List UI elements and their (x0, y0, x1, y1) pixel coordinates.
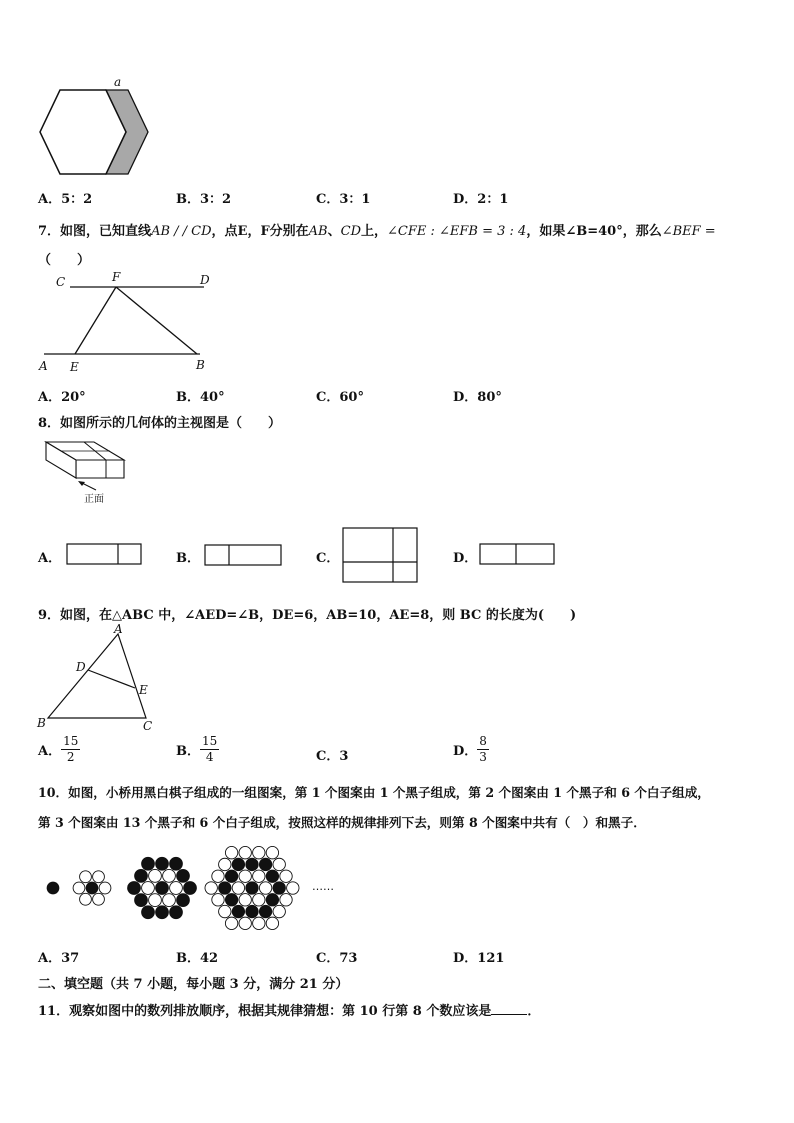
white-piece (225, 917, 237, 929)
q6-option-a[interactable]: A．5：2 (38, 192, 93, 207)
q10-option-b[interactable]: B．42 (176, 951, 219, 966)
black-piece (177, 869, 190, 882)
white-piece (73, 882, 85, 894)
white-piece (80, 871, 92, 883)
q8-question: 8．如图所示的几何体的主视图是（ ） (38, 416, 282, 431)
black-piece (156, 857, 169, 870)
q8-option-d[interactable]: D． (453, 551, 478, 566)
white-piece (219, 905, 231, 917)
q7-option-b[interactable]: B．40° (176, 390, 225, 405)
black-piece (170, 906, 183, 919)
black-piece (184, 882, 197, 895)
black-piece (156, 882, 169, 895)
ellipsis: …… (312, 880, 334, 893)
q7-option-a[interactable]: A．20° (38, 390, 86, 405)
black-piece (128, 882, 141, 895)
q10-option-d[interactable]: D．121 (453, 951, 505, 966)
white-piece (93, 893, 105, 905)
white-piece (232, 882, 244, 894)
white-piece (239, 894, 251, 906)
front-label: 正面 (84, 494, 104, 505)
label-b: B (37, 716, 46, 730)
white-piece (93, 871, 105, 883)
white-piece (253, 894, 265, 906)
white-piece (142, 882, 155, 895)
q8-option-a[interactable]: A． (38, 551, 62, 566)
label-d: D (76, 660, 86, 674)
pattern-3 (128, 857, 197, 918)
white-piece (273, 905, 285, 917)
answer-blank[interactable] (491, 1002, 527, 1015)
pattern-1 (47, 882, 59, 894)
white-piece (266, 846, 278, 858)
white-piece (212, 870, 224, 882)
q6-hexagon-figure (36, 76, 156, 178)
q9-option-d[interactable]: D． $\frac{8}{3}$ (453, 734, 487, 764)
q7-option-d[interactable]: D．80° (453, 390, 502, 405)
white-piece (225, 846, 237, 858)
label-f: F (112, 270, 121, 284)
q7-question: 7．如图，已知直线AB / / CD，点E，F分别在AB、CD上，∠CFE : ∠EFB = 3 : 4，如果∠B=40°，那么∠BEF = (38, 224, 716, 239)
white-piece (280, 870, 292, 882)
black-piece (246, 858, 258, 870)
q8-option-c-figure[interactable] (342, 527, 420, 585)
q8-option-a-figure[interactable] (66, 543, 144, 567)
black-piece (232, 905, 244, 917)
white-piece (205, 882, 217, 894)
label-d: D (200, 273, 210, 287)
segment-fb (116, 287, 197, 354)
q8-option-b-figure[interactable] (204, 544, 284, 568)
q9-option-c[interactable]: C．3 (316, 749, 349, 764)
label-c: C (143, 719, 153, 733)
white-piece (80, 893, 92, 905)
segment-de (88, 670, 135, 688)
segment-fe (75, 287, 116, 354)
black-piece (156, 906, 169, 919)
label-c: C (56, 275, 66, 289)
black-piece (135, 869, 148, 882)
label-b: B (196, 358, 205, 372)
q10-chess-patterns (40, 842, 340, 934)
white-piece (253, 846, 265, 858)
pattern-4 (205, 846, 299, 929)
q11-question: 11．观察如图中的数列排放顺序，根据其规律猜想：第 10 行第 8 个数应该是 ． (38, 1004, 541, 1019)
q9-option-b[interactable]: B． $\frac{15}{4}$ (176, 734, 218, 764)
black-piece (232, 858, 244, 870)
label-e: E (139, 683, 148, 697)
white-piece (239, 870, 251, 882)
q10-option-a[interactable]: A．37 (38, 951, 80, 966)
white-piece (253, 917, 265, 929)
white-piece (253, 870, 265, 882)
black-piece (266, 894, 278, 906)
white-piece (239, 846, 251, 858)
black-piece (273, 882, 285, 894)
white-piece (163, 894, 176, 907)
white-piece (149, 894, 162, 907)
white-piece (273, 858, 285, 870)
black-piece (219, 882, 231, 894)
pattern-2 (73, 871, 111, 905)
black-piece (170, 857, 183, 870)
black-piece (266, 870, 278, 882)
label-a: a (114, 76, 122, 89)
section-heading: 二、填空题（共 7 小题，每小题 3 分，满分 21 分） (38, 977, 349, 992)
q10-question-line1: 10．如图，小桥用黑白棋子组成的一组图案，第 1 个图案由 1 个黑子组成，第 2 个图案由 1 个黑子和 6 个白子组成， (38, 785, 710, 800)
white-piece (163, 869, 176, 882)
black-piece (135, 894, 148, 907)
triangle-abc (48, 634, 146, 718)
q6-option-b[interactable]: B．3：2 (176, 192, 232, 207)
white-piece (239, 917, 251, 929)
white-piece (149, 869, 162, 882)
q10-question-line2: 第 3 个图案由 13 个黑子和 6 个白子组成，按照这样的规律排列下去，则第 8 个图案中共有（ ）和黑子． (38, 815, 646, 830)
black-piece (177, 894, 190, 907)
q10-option-c[interactable]: C．73 (316, 951, 358, 966)
q6-option-d[interactable]: D．2：1 (453, 192, 509, 207)
q9-option-a[interactable]: A． $\frac{15}{2}$ (38, 734, 79, 764)
black-piece (259, 858, 271, 870)
white-piece (280, 894, 292, 906)
q7-option-c[interactable]: C．60° (316, 390, 364, 405)
q9-triangle-figure (34, 624, 164, 736)
label-a: A (39, 359, 48, 373)
white-piece (287, 882, 299, 894)
q6-option-c[interactable]: C．3：1 (316, 192, 371, 207)
q8-option-c[interactable]: C． (316, 551, 340, 566)
q8-option-b[interactable]: B． (176, 551, 200, 566)
label-e: E (70, 360, 79, 374)
label-a: A (114, 624, 123, 636)
black-piece (142, 906, 155, 919)
q8-solid-figure (40, 436, 132, 508)
q7-answer-blank: （ ） (38, 253, 91, 268)
q8-option-d-figure[interactable] (479, 543, 557, 567)
white-piece (266, 917, 278, 929)
black-piece (225, 870, 237, 882)
black-piece (259, 905, 271, 917)
white-piece (99, 882, 111, 894)
black-piece (86, 882, 98, 894)
white-piece (212, 894, 224, 906)
white-piece (259, 882, 271, 894)
black-piece (142, 857, 155, 870)
black-piece (246, 905, 258, 917)
q7-figure (36, 270, 226, 378)
black-piece (47, 882, 59, 894)
white-piece (170, 882, 183, 895)
q9-question: 9．如图，在△ABC 中，∠AED=∠B，DE=6，AB=10，AE=8，则 BC 的长度为( ) (38, 608, 577, 623)
white-piece (219, 858, 231, 870)
black-piece (225, 894, 237, 906)
black-piece (246, 882, 258, 894)
